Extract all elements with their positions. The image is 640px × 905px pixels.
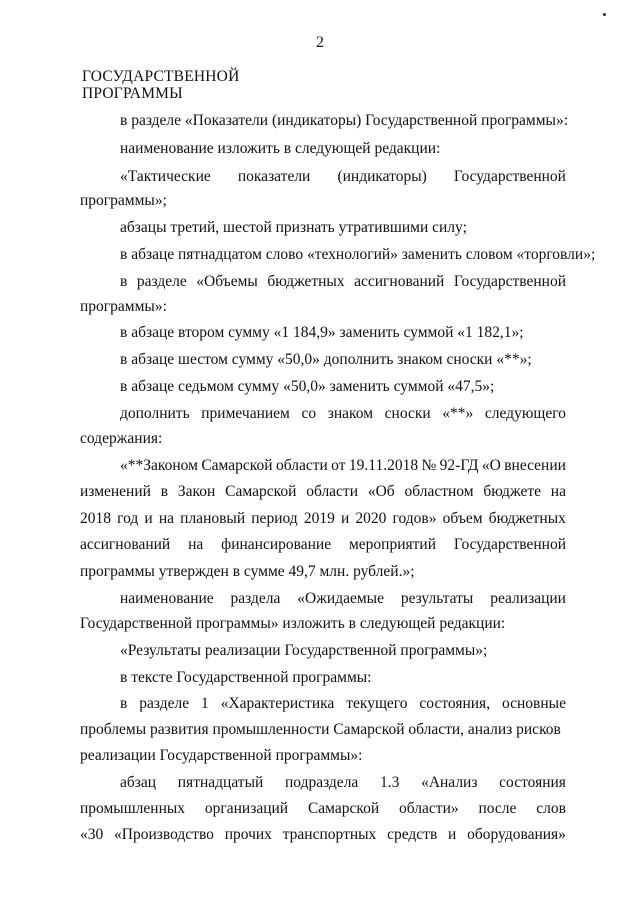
text-line: наименование изложить в следующей редакции: [120,140,441,157]
word: «О [481,457,501,474]
text-line: в абзаце втором сумму «1 184,9» заменить суммой «1 182,1»; [120,324,524,341]
word: в [120,695,128,712]
word: 2020 [355,510,387,527]
scan-speck [603,13,606,16]
text-line: Государственной программы» изложить в следующей редакции: [80,615,506,632]
text-line [120,457,566,475]
word: и [144,510,153,527]
text-line: проблемы развития промышленности Самарской области, анализ рисков [80,721,561,738]
word: «Характеристика [220,695,335,712]
word: годов» [392,510,437,527]
text-line: абзацы третий, шестой признать утратившими силу; [120,219,467,236]
word: Самарской [201,457,273,474]
word: плановый [180,510,246,527]
section-heading [82,68,239,102]
word: в [120,273,128,290]
word: области [275,457,328,474]
word: «**» [442,405,474,422]
text-line: «Результаты реализации Государственной программы»; [120,642,488,659]
word: состояния, [419,695,491,712]
word: бюджетных [488,510,566,527]
word: (индикаторы) [337,168,427,185]
word: абзац [120,774,157,791]
text-line: программы»: [80,298,167,315]
word: слов [536,800,566,817]
word: период [251,510,298,527]
word: результаты [400,590,474,607]
word: средств [387,826,438,843]
word: 2019 [303,510,335,527]
word: мероприятий [348,536,437,553]
word: показатели [237,168,311,185]
word: 1.3 [380,774,400,791]
text-line [80,800,566,818]
word: от [331,457,346,474]
word: 92-ГД [439,457,479,474]
word: «**Законом [120,457,198,474]
text-line: в тексте Государственной программы: [120,669,372,686]
page-number: 2 [316,34,324,51]
text-line: реализации Государственной программы»: [80,747,363,764]
text-line: содержания: [80,430,163,447]
word: основные [502,695,566,712]
word: «Объемы [196,273,258,290]
text-line [80,510,566,528]
text-line [120,273,566,291]
word: транспортных [282,826,377,843]
word: пятнадцатый [177,774,264,791]
word: и [340,510,350,527]
word: объем [442,510,483,527]
word: разделе [139,695,190,712]
word: «Об [367,483,395,500]
word: следующего [484,405,566,422]
word: «30 [80,826,104,843]
text-line [120,774,566,792]
word: «Производство [114,826,214,843]
word: «Анализ [421,774,478,791]
word: 19.11.2018 [348,457,419,474]
word: областном [404,483,474,500]
word: знаком [327,405,374,422]
word: на [550,483,566,500]
word: сноски [384,405,431,422]
word: год [117,510,139,527]
text-line [120,590,566,608]
text-line [80,536,566,554]
word: Самарской [225,483,297,500]
word: и [448,826,457,843]
word: бюджетных [267,273,345,290]
word: организаций [204,800,289,817]
word: внесении [504,457,566,474]
word: № [421,457,437,474]
word: Государственной [453,168,566,185]
word: Государственной [453,536,566,553]
word: Закон [177,483,216,500]
text-line: в абзаце пятнадцатом слово «технологий» заменить словом «торговли»; [120,246,596,263]
text-line: в абзаце шестом сумму «50,0» дополнить знаком сноски «**»; [120,351,532,368]
heading-line-2: ПРОГРАММЫ [82,85,183,102]
word: в [160,483,169,500]
word: ассигнований [354,273,445,290]
text-line: программы утвержден в сумме 49,7 млн. рублей.»; [80,563,415,580]
word: на [158,510,175,527]
word: Государственной [453,273,566,290]
word: дополнить [120,405,190,422]
word: 2018 [80,510,111,527]
word: 1 [201,695,209,712]
word: области [306,483,359,500]
word: «Тактические [120,168,211,185]
text-line: программы»; [80,192,167,209]
text-line: в разделе «Показатели (индикаторы) Государственной программы»: [120,112,569,129]
word: области» [399,800,459,817]
word: Самарской [307,800,380,817]
word: подраздела [284,774,359,791]
word: текущего [346,695,408,712]
text-line [80,483,566,501]
word: разделе [136,273,187,290]
word: промышленных [80,800,186,817]
word: прочих [224,826,272,843]
word: после [478,800,517,817]
word: изменений [80,483,151,500]
text-line [120,405,566,423]
word: наименование [120,590,214,607]
word: «Ожидаемые [297,590,384,607]
word: финансирование [221,536,332,553]
text-line [80,826,566,844]
word: на [188,536,204,553]
heading-line-1: ГОСУДАРСТВЕННОЙ [82,68,240,85]
word: бюджете [483,483,541,500]
word: реализации [490,590,566,607]
text-line [120,695,566,713]
word: состояния [499,774,566,791]
text-line [120,168,566,186]
word: со [301,405,317,422]
word: раздела [230,590,281,607]
word: оборудования» [467,826,566,843]
text-line: в абзаце седьмом сумму «50,0» заменить суммой «47,5»; [120,378,495,395]
word: ассигнований [80,536,171,553]
word: примечанием [201,405,290,422]
